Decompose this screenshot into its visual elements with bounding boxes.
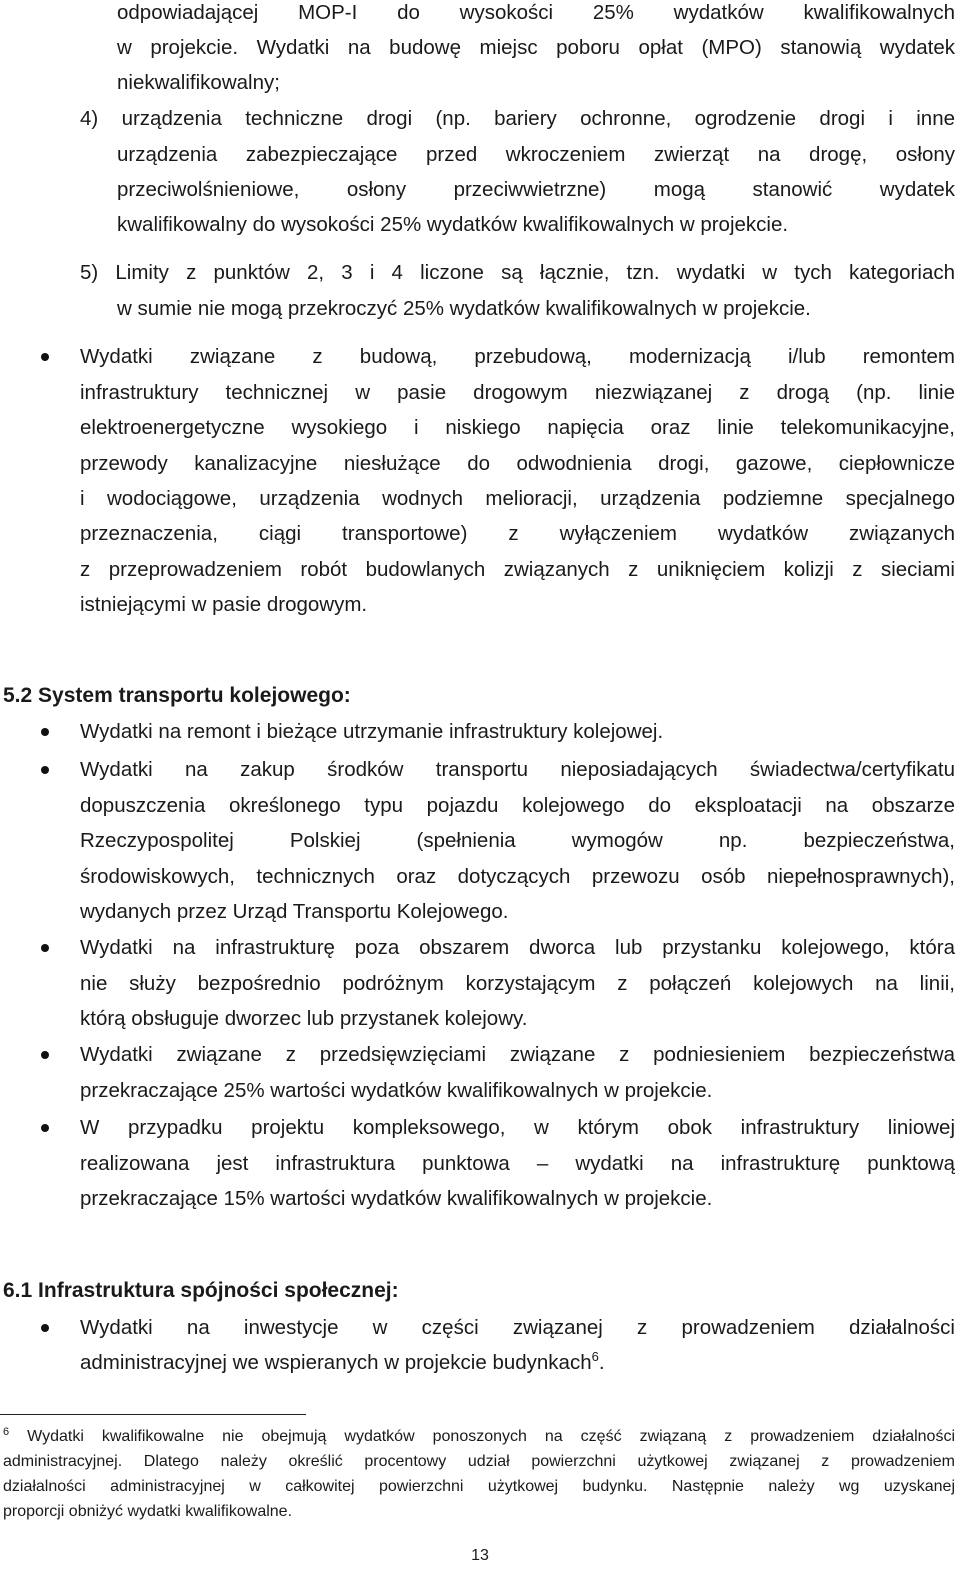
paragraph-line: odpowiadającej MOP-I do wysokości 25% wydatków kwalifikowalnych (117, 1, 955, 24)
bullet-line: infrastruktury technicznej w pasie drogowym niezwiązanej z drogą (np. linie (80, 381, 955, 404)
list-item-4-line: przeciwolśnieniowe, osłony przeciwwietrzne) mogą stanowić wydatek (117, 178, 955, 201)
list-item-5-line: 5) Limity z punktów 2, 3 i 4 liczone są łącznie, tzn. wydatki w tych kategoriach (80, 261, 955, 284)
section-number: 5.2 (3, 684, 33, 707)
bullet-line-text: administracyjnej we wspieranych w projekcie budynkach (80, 1351, 592, 1374)
bullet-line: elektroenergetyczne wysokiego i niskiego napięcia oraz linie telekomunikacyjne, (80, 416, 955, 439)
bullet-line: Wydatki na zakup środków transportu nieposiadających świadectwa/certyfikatu (80, 758, 955, 781)
page-number: 13 (471, 1547, 489, 1564)
footnote-text: Wydatki kwalifikowalne nie obejmują wydatków ponoszonych na część związaną z prowadzeniem działalności (27, 1428, 956, 1445)
line-end-punctuation: . (598, 1351, 605, 1374)
bullet-line: Wydatki związane z budową, przebudową, modernizacją i/lub remontem (80, 345, 955, 368)
paragraph-line: w projekcie. Wydatki na budowę miejsc poboru opłat (MPO) stanowią wydatek (117, 36, 955, 59)
bullet-line: Wydatki na inwestycje w części związanej z prowadzeniem działalności (80, 1316, 955, 1339)
list-item-5-line: w sumie nie mogą przekroczyć 25% wydatków kwalifikowalnych w projekcie. (117, 297, 811, 320)
bullet-line: przewody kanalizacyjne niesłużące do odwodnienia drogi, gazowe, ciepłownicze (80, 452, 955, 475)
bullet-line: nie służy bezpośrednio podróżnym korzystającym z połączeń kolejowych na linii, (80, 972, 955, 995)
bullet-line: środowiskowych, technicznych oraz dotyczących przewozu osób niepełnosprawnych), (80, 865, 955, 888)
footnote-separator (0, 1414, 306, 1415)
bullet-line: Wydatki na infrastrukturę poza obszarem dworca lub przystanku kolejowego, która (80, 936, 955, 959)
bullet-line: którą obsługuje dworzec lub przystanek kolejowy. (80, 1007, 528, 1030)
bullet-icon (41, 1124, 49, 1132)
list-item-4-line: kwalifikowalny do wysokości 25% wydatków kwalifikowalnych w projekcie. (117, 213, 789, 236)
bullet-icon (41, 944, 49, 952)
section-number: 6.1 (3, 1279, 33, 1302)
bullet-line: Wydatki związane z przedsięwzięciami związane z podniesieniem bezpieczeństwa (80, 1043, 955, 1066)
bullet-icon (41, 353, 49, 361)
bullet-icon (41, 1051, 49, 1059)
bullet-line: z przeprowadzeniem robót budowlanych związanych z uniknięciem kolizji z sieciami (80, 558, 955, 581)
bullet-line: W przypadku projektu kompleksowego, w którym obok infrastruktury liniowej (80, 1116, 955, 1139)
footnote-line (3, 1427, 955, 1447)
bullet-line: dopuszczenia określonego typu pojazdu kolejowego do eksploatacji na obszarze (80, 794, 955, 817)
bullet-line: przekraczające 15% wartości wydatków kwalifikowalnych w projekcie. (80, 1187, 713, 1210)
section-title: Infrastruktura spójności społecznej: (38, 1279, 399, 1302)
footnote-line: działalności administracyjnej w całkowitej powierzchni użytkowej budynku. Następnie należy wg uzyskanej (3, 1478, 955, 1495)
bullet-line: Wydatki na remont i bieżące utrzymanie infrastruktury kolejowej. (80, 720, 664, 743)
bullet-line: istniejącymi w pasie drogowym. (80, 593, 368, 616)
footnote-reference[interactable]: 6 (591, 1349, 599, 1364)
bullet-line: przeznaczenia, ciągi transportowe) z wyłączeniem wydatków związanych (80, 522, 955, 545)
bullet-line: i wodociągowe, urządzenia wodnych melioracji, urządzenia podziemne specjalnego (80, 487, 955, 510)
bullet-line: przekraczające 25% wartości wydatków kwalifikowalnych w projekcie. (80, 1079, 713, 1102)
section-title: System transportu kolejowego: (38, 684, 351, 707)
list-item-4-line: urządzenia zabezpieczające przed wkroczeniem zwierząt na drogę, osłony (117, 143, 955, 166)
bullet-icon (41, 766, 49, 774)
bullet-icon (41, 728, 49, 736)
bullet-line: Rzeczypospolitej Polskiej (spełnienia wymogów np. bezpieczeństwa, (80, 829, 955, 852)
bullet-line (80, 1350, 605, 1376)
footnote-marker: 6 (3, 1426, 10, 1438)
footnote-line: proporcji obniżyć wydatki kwalifikowalne. (3, 1503, 293, 1520)
section-heading-6-1 (3, 1278, 399, 1304)
footnote-line: administracyjnej. Dlatego należy określić procentowy udział powierzchni użytkowej związanej z prowadzeniem (3, 1453, 955, 1470)
bullet-icon (41, 1324, 49, 1332)
section-heading-5-2 (3, 683, 351, 709)
bullet-line: wydanych przez Urząd Transportu Kolejowego. (80, 900, 509, 923)
bullet-line: realizowana jest infrastruktura punktowa – wydatki na infrastrukturę punktową (80, 1152, 955, 1175)
paragraph-line: niekwalifikowalny; (117, 71, 280, 94)
list-item-4-line: 4) urządzenia techniczne drogi (np. bariery ochronne, ogrodzenie drogi i inne (80, 107, 955, 130)
